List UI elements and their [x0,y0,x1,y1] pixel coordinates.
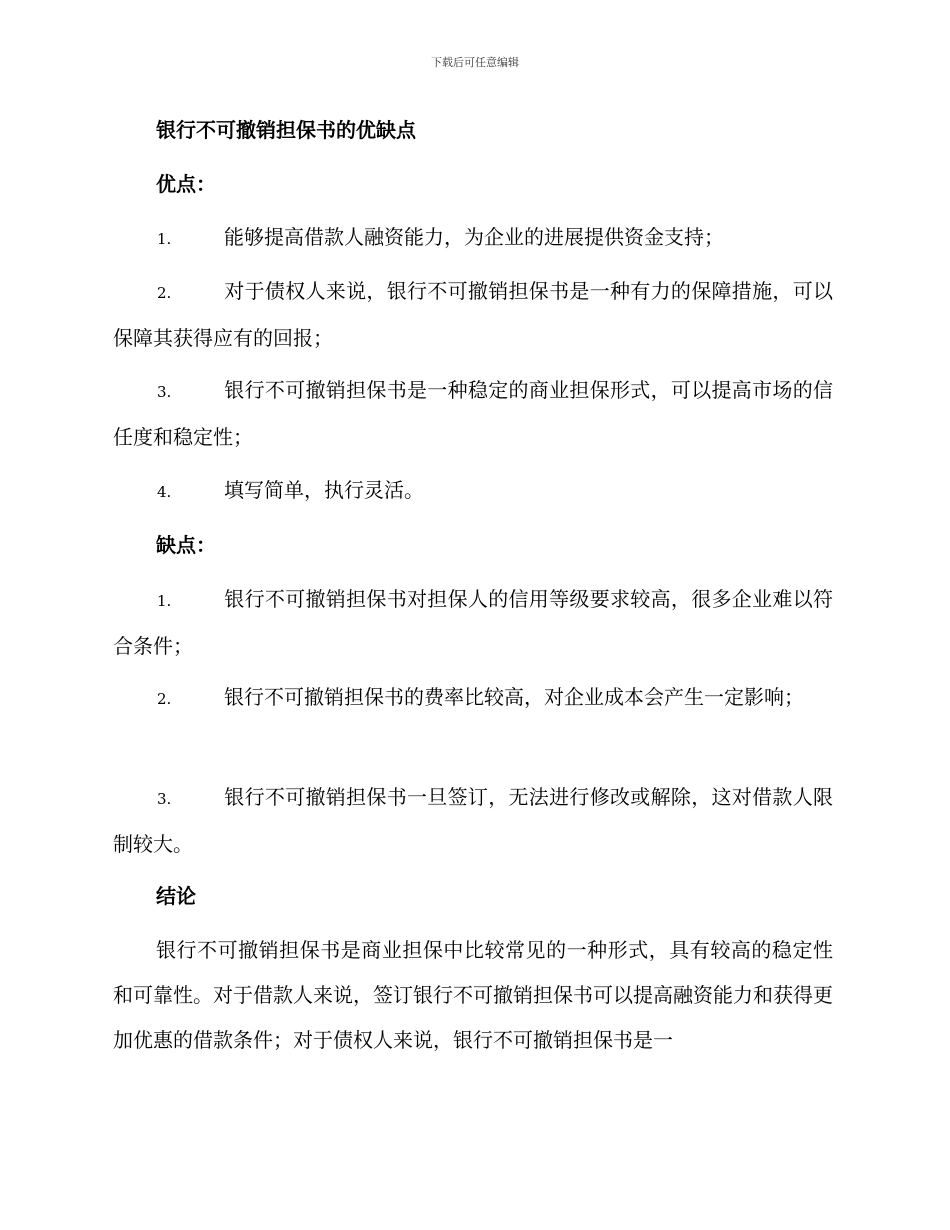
disadvantage-item-3 [113,775,833,867]
advantage-item-4 [113,468,833,515]
list-item-text: 银行不可撤销担保书的费率比较高，对企业成本会产生一定影响； [224,685,804,709]
list-number: 1. [157,230,172,248]
page-header-note: 下载后可任意编辑 [431,56,519,69]
advantage-item-2 [113,269,833,361]
list-item-text: 能够提高借款人融资能力，为企业的进展提供资金支持； [224,225,724,249]
list-number: 2. [157,690,172,708]
advantages-heading: 优点： [156,172,216,196]
advantage-item-1 [113,215,833,262]
document-title: 银行不可撤销担保书的优缺点 [156,118,416,142]
list-item-text: 对于债权人来说，银行不可撤销担保书是一种有力的保障措施，可以保障其获得应有的回报； [113,279,833,350]
list-number: 1. [157,592,172,610]
list-item-text: 银行不可撤销担保书对担保人的信用等级要求较高，很多企业难以符合条件； [113,587,833,658]
list-number: 4. [157,483,172,501]
list-item-text: 银行不可撤销担保书一旦签订，无法进行修改或解除，这对借款人限制较大。 [113,785,833,856]
list-number: 2. [157,284,172,302]
list-number: 3. [157,383,172,401]
list-item-text: 银行不可撤销担保书是一种稳定的商业担保形式，可以提高市场的信任度和稳定性； [113,378,833,449]
advantage-item-3 [113,368,833,460]
list-item-text: 填写简单，执行灵活。 [224,478,424,502]
disadvantage-item-2 [113,675,833,722]
disadvantage-item-1 [113,577,833,669]
conclusion-heading: 结论 [156,884,196,908]
list-number: 3. [157,790,172,808]
disadvantages-heading: 缺点： [156,533,216,557]
conclusion-paragraph: 银行不可撤销担保书是商业担保中比较常见的一种形式，具有较高的稳定性和可靠性。对于借款人来说，签订银行不可撤销担保书可以提高融资能力和获得更加优惠的借款条件；对于债权人来说，银行不可撤销担保书是一 [113,938,833,1052]
